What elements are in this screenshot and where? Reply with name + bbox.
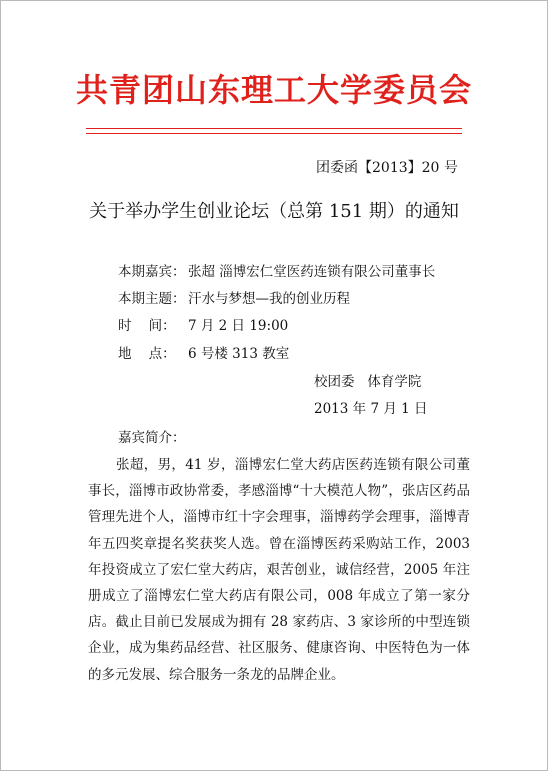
time-value: 7 月 2 日 19:00: [188, 318, 289, 334]
notice-title: 关于举办学生创业论坛（总第 151 期）的通知: [89, 201, 459, 222]
guest-row: [118, 262, 435, 282]
bio-paragraph: 张超，男，41 岁，淄博宏仁堂大药店医药连锁有限公司董事长，淄博市政协常委，孝感淄博“十大模范人物”，张店区药品管理先进个人，淄博市红十字会理事，淄博药学会理事，淄博青年五四奖章提名奖获奖人选。曾在淄博医药采购站工作，2003 年投资成立了宏仁堂大药店，艰苦创业，诚信经营，2005 年注册成立了淄博宏仁堂大药店有限公司，008 年成立了第一家分店。截止目前已发展成为拥有 28 家药店、3 家诊所的中型连锁企业，成为集药品经营、社区服务、健康咨询、中医特色为一体的多元发展、综合服务一条龙的品牌企业。: [88, 457, 470, 683]
place-value: 6 号楼 313 教室: [188, 346, 290, 362]
topic-row: [118, 289, 350, 309]
issue-date: 2013 年 7 月 1 日: [314, 401, 428, 417]
header-divider-bottom: [86, 133, 462, 134]
guest-label: 本期嘉宾：: [118, 264, 186, 280]
place-label: 地 点：: [118, 346, 176, 362]
place-row: [118, 344, 289, 364]
guest-value: 张超 淄博宏仁堂医药连锁有限公司董事长: [188, 264, 436, 280]
document-number: 团委函【2013】20 号: [316, 160, 458, 176]
header-divider-top: [86, 128, 462, 129]
time-row: [118, 316, 288, 336]
organization-header: 共青团山东理工大学委员会: [75, 71, 472, 109]
bio-heading: 嘉宾简介：: [118, 430, 186, 446]
topic-value: 汗水与梦想—我的创业历程: [188, 291, 350, 307]
time-label: 时 间：: [118, 318, 176, 334]
topic-label: 本期主题：: [118, 291, 186, 307]
issuer-units: 校团委 体育学院: [314, 374, 422, 390]
